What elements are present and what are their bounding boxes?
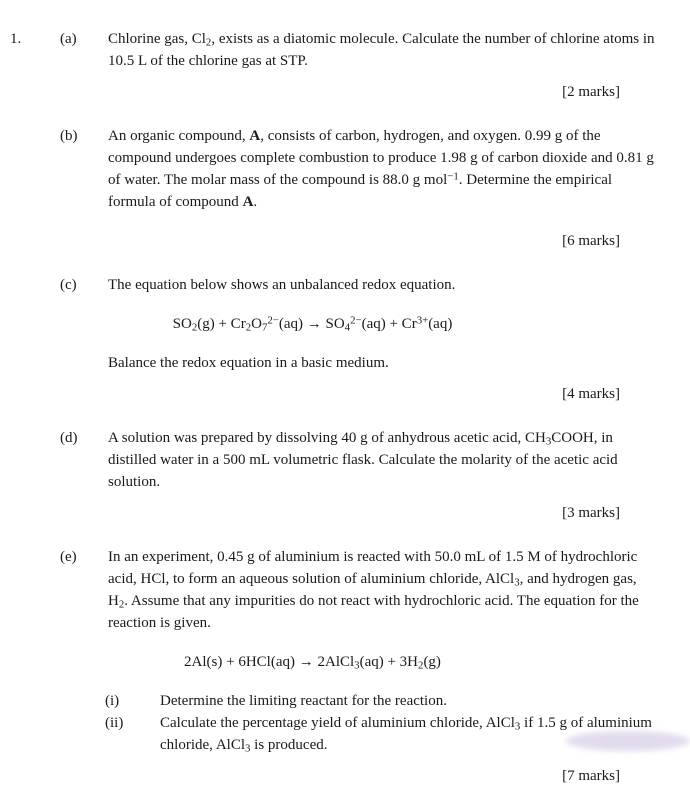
question-part-d — [10, 427, 655, 493]
subpart-label-i: (i) — [105, 693, 120, 709]
redox-equation — [10, 313, 655, 335]
question-part-a — [10, 28, 655, 72]
part-e-seg1: In an experiment, 0.45 g of aluminium is reacted with 50.0 mL of 1.5 M of hydrochloric acid, HCl, to form an aqueous solution of aluminium chloride, AlCl — [108, 549, 638, 587]
part-b-seg3: . Determine the empirical formula of compound — [108, 172, 613, 210]
part-a-text — [108, 28, 655, 72]
redox-t1: SO — [172, 316, 192, 332]
alrxn-t3: (g) — [423, 654, 441, 670]
question-part-b — [10, 125, 655, 213]
marks-c: [4 marks] — [562, 386, 620, 402]
part-b-seg2: , consists of carbon, hydrogen, and oxygen. 0.99 g of the compound undergoes complete combustion to produce 1.98 g of carbon dioxide and 0.81 g of water. The molar mass of the compound is 88.0 g mol — [108, 128, 654, 188]
subpart-label-ii: (ii) — [105, 715, 124, 731]
subpart-ii-subscript-1: 3 — [514, 720, 521, 733]
part-a-subscript: 2 — [205, 36, 212, 49]
redox-t3: O — [251, 316, 262, 332]
part-b-text — [108, 125, 655, 213]
part-a-text-prefix: Chlorine gas, Cl — [108, 31, 206, 47]
subpart-ii-text — [160, 712, 655, 756]
part-label-b: (b) — [60, 128, 78, 144]
part-b-compound-label-1: A — [249, 128, 261, 144]
question-part-e — [10, 546, 655, 634]
subpart-ii-seg1: Calculate the percentage yield of aluminium chloride, AlCl — [160, 715, 515, 731]
part-c-followup: Balance the redox equation in a basic medium. — [108, 355, 389, 371]
part-b-seg4: . — [253, 194, 258, 210]
part-d-text — [108, 427, 655, 493]
part-d-seg2: COOH, in distilled water in a 500 mL volumetric flask. Calculate the molarity of the acetic acid solution. — [108, 430, 618, 490]
part-label-d: (d) — [60, 430, 78, 446]
alrxn-t2: (aq) + 3H — [359, 654, 419, 670]
marks-e: [7 marks] — [562, 768, 620, 784]
subpart-i-text: Determine the limiting reactant for the reaction. — [160, 693, 447, 709]
part-label-c: (c) — [60, 277, 77, 293]
aluminium-reaction-equation — [10, 651, 655, 673]
alrxn-s2: 2 — [418, 659, 424, 672]
subpart-ii-row — [10, 712, 655, 756]
part-a-text-rest: , exists as a diatomic molecule. Calculate the number of chlorine atoms in 10.5 L of the chlorine gas at STP. — [108, 31, 655, 69]
part-e-subscript-1: 3 — [514, 576, 520, 589]
marks-d: [3 marks] — [562, 505, 620, 521]
alrxn-s1: 3 — [354, 659, 360, 672]
part-label-a: (a) — [60, 31, 77, 47]
redox-t5: (aq) + Cr — [361, 316, 417, 332]
subpart-ii-subscript-2: 3 — [245, 742, 251, 755]
part-c-text: The equation below shows an unbalanced redox equation. — [108, 277, 456, 293]
question-part-c — [10, 274, 655, 296]
redox-t2: (g) + Cr — [197, 316, 246, 332]
part-b-seg1: An organic compound, — [108, 128, 250, 144]
redox-s4: 4 — [344, 321, 351, 334]
alrxn-t1: 2Al(s) + 6HCl(aq) → 2AlCl — [184, 654, 355, 670]
redox-s3: 7 — [261, 321, 268, 334]
part-e-seg2: , and hydrogen gas, H — [108, 571, 637, 609]
redox-charge-3: 3+ — [416, 314, 429, 327]
redox-charge-1: 2− — [267, 314, 279, 327]
marks-a: [2 marks] — [562, 84, 620, 100]
redox-s2: 2 — [245, 321, 252, 334]
part-b-compound-label-2: A — [242, 194, 254, 210]
part-e-subscript-2: 2 — [118, 598, 125, 611]
part-b-superscript: −1 — [447, 170, 459, 183]
part-label-e: (e) — [60, 549, 77, 565]
question-number: 1. — [10, 31, 22, 47]
subpart-i-row — [10, 690, 655, 712]
redox-charge-2: 2− — [350, 314, 362, 327]
part-c-followup-row — [10, 352, 655, 374]
part-e-seg3: . Assume that any impurities do not react with hydrochloric acid. The equation for the reaction is given. — [108, 593, 639, 631]
subpart-ii-seg3: is produced. — [250, 737, 328, 753]
marks-b: [6 marks] — [562, 233, 620, 249]
redox-s1: 2 — [191, 321, 198, 334]
redox-t6: (aq) — [428, 316, 453, 332]
redox-t4: (aq) → SO — [278, 316, 345, 332]
part-d-subscript: 3 — [545, 435, 552, 448]
subpart-ii-seg2: if 1.5 g of aluminium chloride, AlCl — [160, 715, 652, 753]
part-e-text — [108, 546, 655, 634]
part-d-seg1: A solution was prepared by dissolving 40 g of anhydrous acetic acid, CH — [108, 430, 546, 446]
